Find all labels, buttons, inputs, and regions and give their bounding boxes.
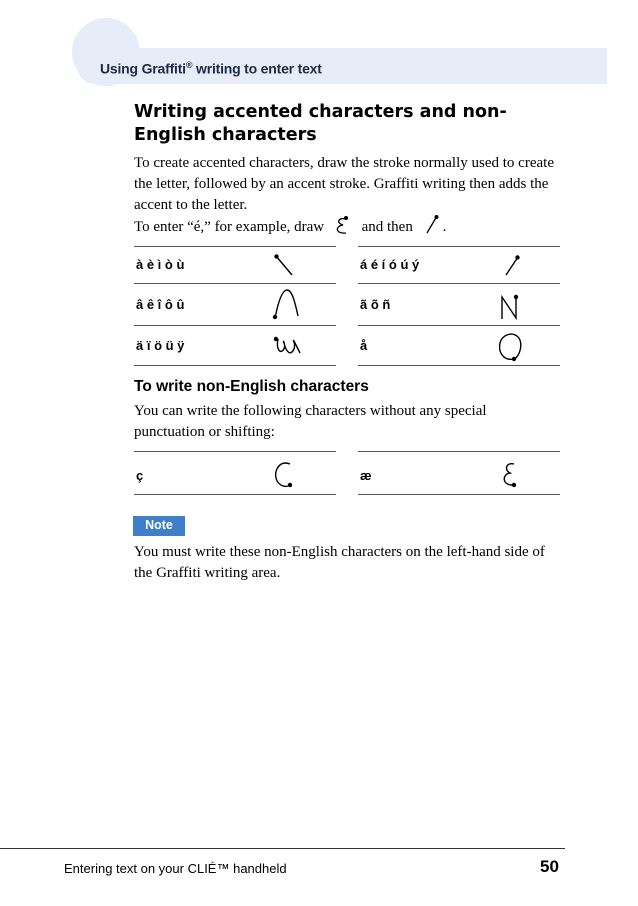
table-rule — [358, 494, 560, 495]
page-number: 50 — [540, 857, 559, 876]
table-rule — [134, 325, 336, 326]
accent-chars-umlaut: ä ï ö ü ÿ — [136, 338, 185, 353]
accent-chars-ring: å — [360, 338, 368, 353]
note-text: You must write these non-English characters on the left-hand side of the Graffiti writing area. — [134, 544, 545, 581]
table-rule — [134, 494, 336, 495]
footer-rule — [0, 848, 565, 849]
section-title: Writing accented characters and non-English characters — [134, 102, 507, 145]
table-rule — [358, 246, 560, 247]
table-rule — [134, 283, 336, 284]
example-line: To enter “é,” for example, draw and then . — [134, 218, 446, 236]
grave-accent-stroke-icon — [270, 252, 300, 285]
table-rule — [134, 246, 336, 247]
tilde-stroke-icon — [498, 292, 522, 327]
non-english-heading: To write non-English characters — [134, 378, 369, 395]
footer-text: Entering text on your CLIÉ™ handheld — [64, 861, 287, 876]
circumflex-stroke-icon — [270, 286, 304, 327]
table-rule — [358, 365, 560, 366]
accent-chars-grave: à è ì ò ù — [136, 257, 185, 272]
accent-chars-tilde: ã õ ñ — [360, 297, 391, 312]
c-cedilla-chars: ç — [136, 468, 144, 483]
table-rule — [134, 365, 336, 366]
ae-stroke-icon — [498, 458, 524, 495]
ring-stroke-icon — [494, 329, 526, 368]
running-header: Using Graffiti® writing to enter text — [100, 60, 322, 77]
accent-chars-acute: á é í ó ú ý — [360, 257, 420, 272]
note-label: Note — [145, 518, 173, 532]
acute-accent-stroke-icon — [417, 218, 443, 234]
umlaut-stroke-icon — [270, 333, 304, 366]
ae-chars: æ — [360, 468, 372, 483]
table-rule — [358, 451, 560, 452]
intro-paragraph: To create accented characters, draw the stroke normally used to create the letter, followed by an accent stroke. Graffiti writing then adds the accent to the letter. — [134, 155, 554, 213]
table-rule — [358, 283, 560, 284]
accent-chars-circumflex: â ê î ô û — [136, 297, 185, 312]
non-english-paragraph: You can write the following characters without any special punctuation or shifting: — [134, 403, 487, 440]
table-rule — [134, 451, 336, 452]
acute-accent-stroke-icon — [498, 252, 528, 285]
c-cedilla-stroke-icon — [270, 458, 298, 495]
table-rule — [358, 325, 560, 326]
e-stroke-icon — [328, 218, 358, 234]
